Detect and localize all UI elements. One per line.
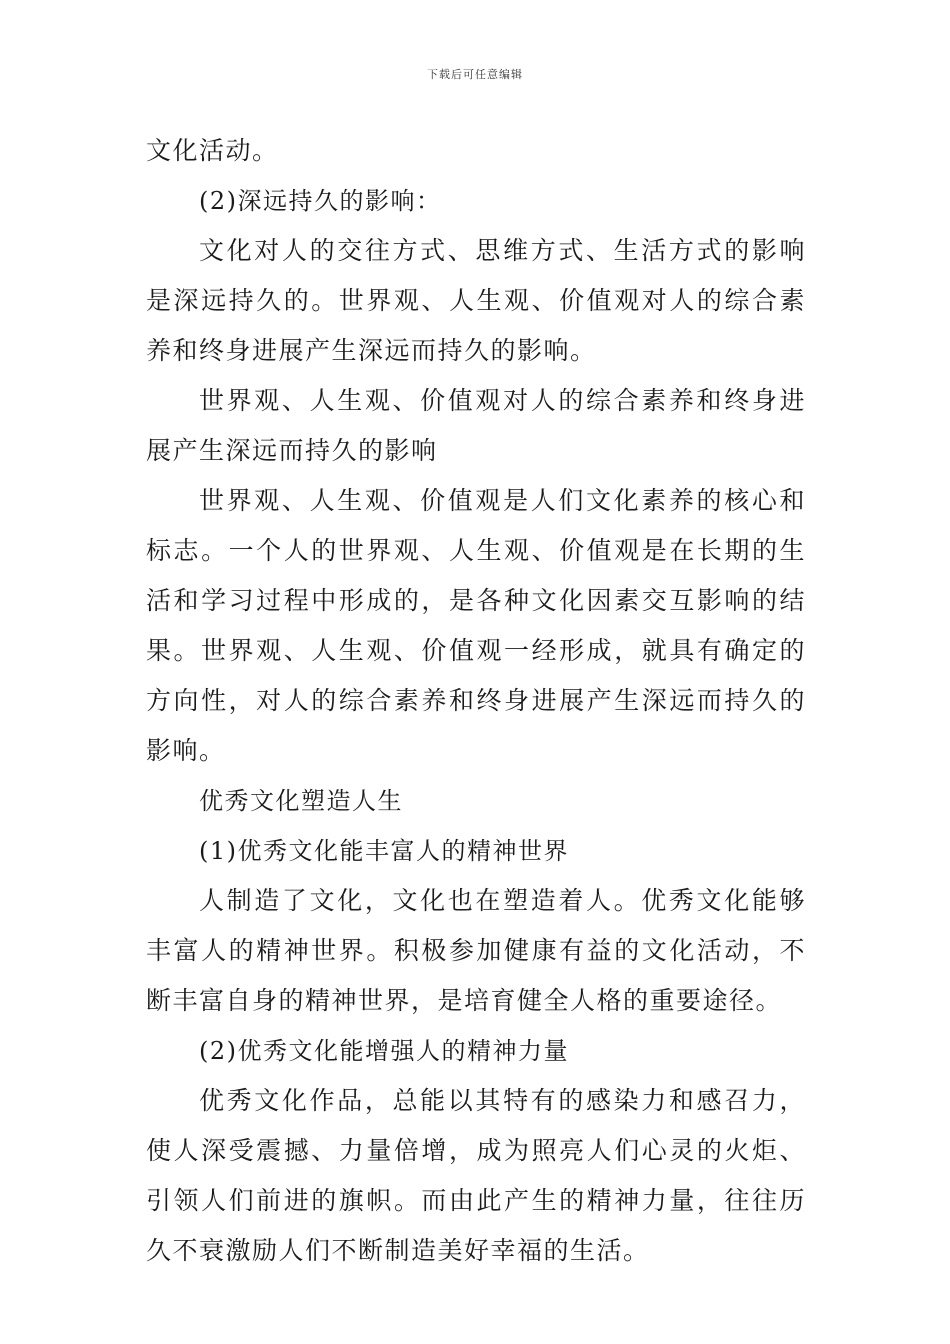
document-body — [146, 126, 806, 1276]
section-heading-excellent-culture: 优秀文化塑造人生 — [199, 787, 403, 815]
subheading-enrich-spirit: (1)优秀文化能丰富人的精神世界 — [199, 837, 569, 865]
paragraph-3: 文化对人的交往方式、思维方式、生活方式的影响是深远持久的。世界观、人生观、价值观对人的综合素养和终身进展产生深远而持久的影响。 — [146, 236, 806, 365]
paragraph-4: 世界观、人生观、价值观对人的综合素养和终身进展产生深远而持久的影响 — [146, 386, 806, 465]
paragraph-5: 世界观、人生观、价值观是人们文化素养的核心和标志。一个人的世界观、人生观、价值观是在长期的生活和学习过程中形成的，是各种文化因素交互影响的结果。世界观、人生观、价值观一经形成，就具有确定的方向性，对人的综合素养和终身进展产生深远而持久的影响。 — [146, 486, 806, 765]
page-header: 下载后可任意编辑 — [427, 68, 523, 81]
paragraph-8: 人制造了文化，文化也在塑造着人。优秀文化能够丰富人的精神世界。积极参加健康有益的文化活动，不断丰富自身的精神世界，是培育健全人格的重要途径。 — [146, 886, 806, 1015]
subheading-deep-lasting-influence: (2)深远持久的影响： — [199, 187, 442, 215]
subheading-strengthen-spirit: (2)优秀文化能增强人的精神力量 — [199, 1037, 569, 1065]
paragraph-1: 文化活动。 — [146, 136, 279, 165]
paragraph-10: 优秀文化作品，总能以其特有的感染力和感召力，使人深受震撼、力量倍增，成为照亮人们心灵的火炬、引领人们前进的旗帜。而由此产生的精神力量，往往历久不衰激励人们不断制造美好幸福的生活。 — [146, 1086, 806, 1265]
